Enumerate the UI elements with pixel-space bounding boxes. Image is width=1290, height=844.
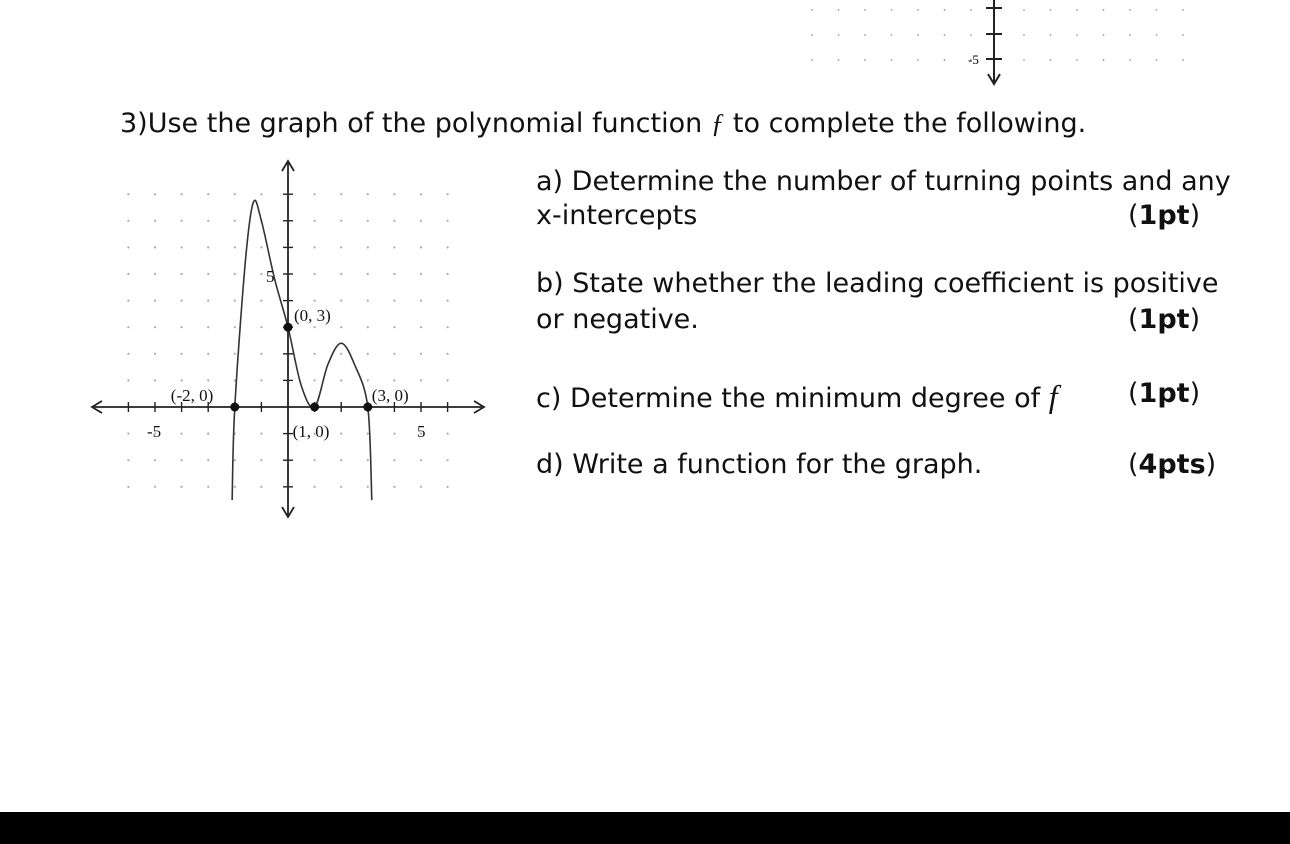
grid-dot [1129, 59, 1131, 61]
point-label: (-2, 0) [170, 386, 214, 405]
grid-dot [393, 379, 395, 381]
grid-dot [838, 9, 840, 11]
graph-axes [92, 161, 484, 517]
grid-dot [367, 459, 369, 461]
y-tick-label: 5 [266, 267, 275, 286]
grid-dot [154, 273, 156, 275]
grid-dot [811, 34, 813, 36]
key-point [284, 323, 293, 332]
grid-dot [838, 34, 840, 36]
grid-dot [1023, 9, 1025, 11]
grid-dot [314, 353, 316, 355]
grid-dot [181, 220, 183, 222]
grid-dot [447, 379, 449, 381]
grid-dot [447, 246, 449, 248]
grid-dot [393, 486, 395, 488]
grid-dot [314, 300, 316, 302]
grid-dot [1050, 34, 1052, 36]
grid-dot [340, 486, 342, 488]
grid-dot [181, 273, 183, 275]
grid-dot [340, 246, 342, 248]
question-number: 3) [120, 108, 148, 139]
part-a-line2: x-intercepts [536, 200, 698, 231]
grid-dot [864, 34, 866, 36]
grid-dot [944, 34, 946, 36]
grid-dot [127, 300, 129, 302]
part-c-label: c) Determine the minimum degree of [536, 383, 1049, 414]
grid-dot [127, 193, 129, 195]
grid-dot [1103, 34, 1105, 36]
x-tick-label: -5 [147, 422, 162, 441]
grid-dot [181, 300, 183, 302]
grid-dot [420, 220, 422, 222]
grid-dot [314, 193, 316, 195]
grid-dot [154, 220, 156, 222]
grid-dot [1182, 9, 1184, 11]
grid-dot [207, 193, 209, 195]
previous-graph-y-tick-label: -5 [968, 52, 979, 67]
grid-dot [367, 246, 369, 248]
grid-dot [420, 273, 422, 275]
grid-dot [393, 220, 395, 222]
grid-dot [1076, 59, 1078, 61]
grid-dot [260, 326, 262, 328]
grid-dot [260, 379, 262, 381]
grid-dot [1182, 34, 1184, 36]
grid-dot [447, 220, 449, 222]
grid-dot [367, 220, 369, 222]
grid-dot [154, 326, 156, 328]
grid-dot [154, 486, 156, 488]
grid-dot [154, 246, 156, 248]
point-label: (3, 0) [371, 386, 409, 405]
grid-dot [207, 300, 209, 302]
grid-dot [420, 353, 422, 355]
grid-dot [1023, 34, 1025, 36]
grid-dot [340, 300, 342, 302]
grid-dot [944, 59, 946, 61]
grid-dot [234, 273, 236, 275]
grid-dot [207, 220, 209, 222]
grid-dot [127, 220, 129, 222]
grid-dot [1023, 59, 1025, 61]
part-d-points: (4pts) [1128, 449, 1217, 480]
grid-dot [314, 273, 316, 275]
point-label: (0, 3) [294, 306, 331, 326]
grid-dot [891, 59, 893, 61]
part-d-points-value: 4pts [1138, 449, 1206, 480]
grid-dot [207, 433, 209, 435]
grid-dot [314, 220, 316, 222]
grid-dot [127, 273, 129, 275]
grid-dot [1103, 59, 1105, 61]
grid-dot [367, 273, 369, 275]
grid-dot [181, 486, 183, 488]
question-text-start: Use the graph of the polynomial function [147, 108, 711, 139]
grid-dot [420, 459, 422, 461]
grid-dot [181, 193, 183, 195]
grid-dot [970, 34, 972, 36]
grid-dot [864, 59, 866, 61]
grid-dot [1129, 9, 1131, 11]
grid-dot [207, 273, 209, 275]
grid-dot [181, 459, 183, 461]
key-point [230, 403, 239, 412]
grid-dot [367, 486, 369, 488]
grid-dot [1129, 34, 1131, 36]
grid-dot [367, 326, 369, 328]
part-b-points: (1pt) [1128, 304, 1201, 335]
grid-dot [447, 300, 449, 302]
part-c-points: (1pt) [1128, 378, 1201, 409]
grid-dot [207, 326, 209, 328]
grid-dot [260, 486, 262, 488]
grid-dot [970, 9, 972, 11]
grid-dot [420, 326, 422, 328]
grid-dot [393, 326, 395, 328]
grid-dot [207, 353, 209, 355]
grid-dot [420, 193, 422, 195]
grid-dot [340, 459, 342, 461]
grid-dot [181, 326, 183, 328]
key-point [310, 403, 319, 412]
function-symbol-c: f [1048, 378, 1058, 414]
grid-dot [944, 9, 946, 11]
grid-dot [447, 326, 449, 328]
grid-dot [314, 486, 316, 488]
grid-dot [340, 379, 342, 381]
grid-dot [447, 433, 449, 435]
grid-dot [864, 9, 866, 11]
grid-dot [340, 353, 342, 355]
grid-dot [154, 193, 156, 195]
grid-dot [367, 353, 369, 355]
bottom-black-bar [0, 812, 1290, 844]
grid-dot [207, 459, 209, 461]
grid-dot [127, 433, 129, 435]
grid-dot [127, 353, 129, 355]
grid-dot [314, 326, 316, 328]
grid-dot [234, 220, 236, 222]
grid-dot [127, 486, 129, 488]
grid-dot [154, 300, 156, 302]
part-a-line1: a) Determine the number of turning points and any [536, 166, 1231, 197]
grid-dot [340, 193, 342, 195]
grid-dot [154, 379, 156, 381]
grid-dot [181, 246, 183, 248]
grid-dot [234, 326, 236, 328]
grid-dot [207, 379, 209, 381]
grid-dot [367, 433, 369, 435]
grid-dot [207, 246, 209, 248]
grid-dot [393, 300, 395, 302]
grid-dot [393, 459, 395, 461]
grid-dot [393, 433, 395, 435]
grid-dot [1076, 9, 1078, 11]
grid-dot [260, 300, 262, 302]
grid-dot [393, 246, 395, 248]
grid-dot [447, 273, 449, 275]
grid-dot [367, 193, 369, 195]
grid-dot [447, 193, 449, 195]
grid-dot [447, 459, 449, 461]
grid-dot [260, 433, 262, 435]
grid-dot [127, 379, 129, 381]
grid-dot [1156, 9, 1158, 11]
grid-dot [367, 379, 369, 381]
grid-dot [447, 353, 449, 355]
part-c-text [536, 378, 1058, 415]
grid-dot [234, 300, 236, 302]
grid-dot [1050, 9, 1052, 11]
grid-dot [234, 486, 236, 488]
grid-dot [234, 353, 236, 355]
question-prompt [120, 108, 1086, 139]
x-tick-label: 5 [417, 422, 426, 441]
grid-dot [340, 326, 342, 328]
question-text-end: to complete the following. [724, 108, 1087, 139]
polynomial-curve [232, 200, 372, 500]
part-b-points-value: 1pt [1138, 304, 1190, 335]
grid-dot [234, 246, 236, 248]
grid-dot [838, 59, 840, 61]
grid-dot [891, 9, 893, 11]
grid-dot [260, 353, 262, 355]
grid-dot [127, 459, 129, 461]
grid-dot [260, 273, 262, 275]
grid-dot [811, 59, 813, 61]
part-b-line2: or negative. [536, 304, 699, 335]
grid-dot [1103, 9, 1105, 11]
grid-dot [340, 433, 342, 435]
grid-dot [181, 353, 183, 355]
polynomial-graph [80, 155, 500, 525]
grid-dot [340, 220, 342, 222]
grid-dot [917, 59, 919, 61]
grid-dot [314, 379, 316, 381]
graph-points [230, 323, 372, 412]
part-a-points-value: 1pt [1138, 200, 1190, 231]
grid-dot [127, 326, 129, 328]
grid-dot [367, 300, 369, 302]
grid-dot [393, 273, 395, 275]
grid-dot [234, 459, 236, 461]
grid-dot [1156, 59, 1158, 61]
grid-dot [811, 9, 813, 11]
function-symbol: ƒ [710, 108, 725, 138]
grid-dot [420, 379, 422, 381]
grid-dot [154, 459, 156, 461]
grid-dot [891, 34, 893, 36]
grid-dot [917, 34, 919, 36]
grid-dot [340, 273, 342, 275]
previous-graph-fragment [800, 0, 1190, 95]
grid-dot [420, 300, 422, 302]
part-a-points: (1pt) [1128, 200, 1201, 231]
grid-dot [393, 193, 395, 195]
part-d-text: d) Write a function for the graph. [536, 449, 983, 480]
grid-dot [917, 9, 919, 11]
grid-dot [260, 193, 262, 195]
grid-dot [260, 246, 262, 248]
grid-dot [1050, 59, 1052, 61]
grid-dot [154, 353, 156, 355]
grid-dot [234, 193, 236, 195]
grid-dot [420, 486, 422, 488]
part-b-line1: b) State whether the leading coefficient is positive [536, 268, 1219, 299]
grid-dot [260, 459, 262, 461]
grid-dot [207, 486, 209, 488]
grid-dot [447, 486, 449, 488]
grid-dot [314, 459, 316, 461]
point-label: (1, 0) [292, 422, 330, 441]
grid-dot [127, 246, 129, 248]
grid-dot [393, 353, 395, 355]
grid-dot [181, 379, 183, 381]
grid-dot [1182, 59, 1184, 61]
grid-dot [420, 246, 422, 248]
grid-dot [1156, 34, 1158, 36]
grid-dot [314, 246, 316, 248]
grid-dot [181, 433, 183, 435]
part-c-points-value: 1pt [1138, 378, 1190, 409]
grid-dot [1076, 34, 1078, 36]
